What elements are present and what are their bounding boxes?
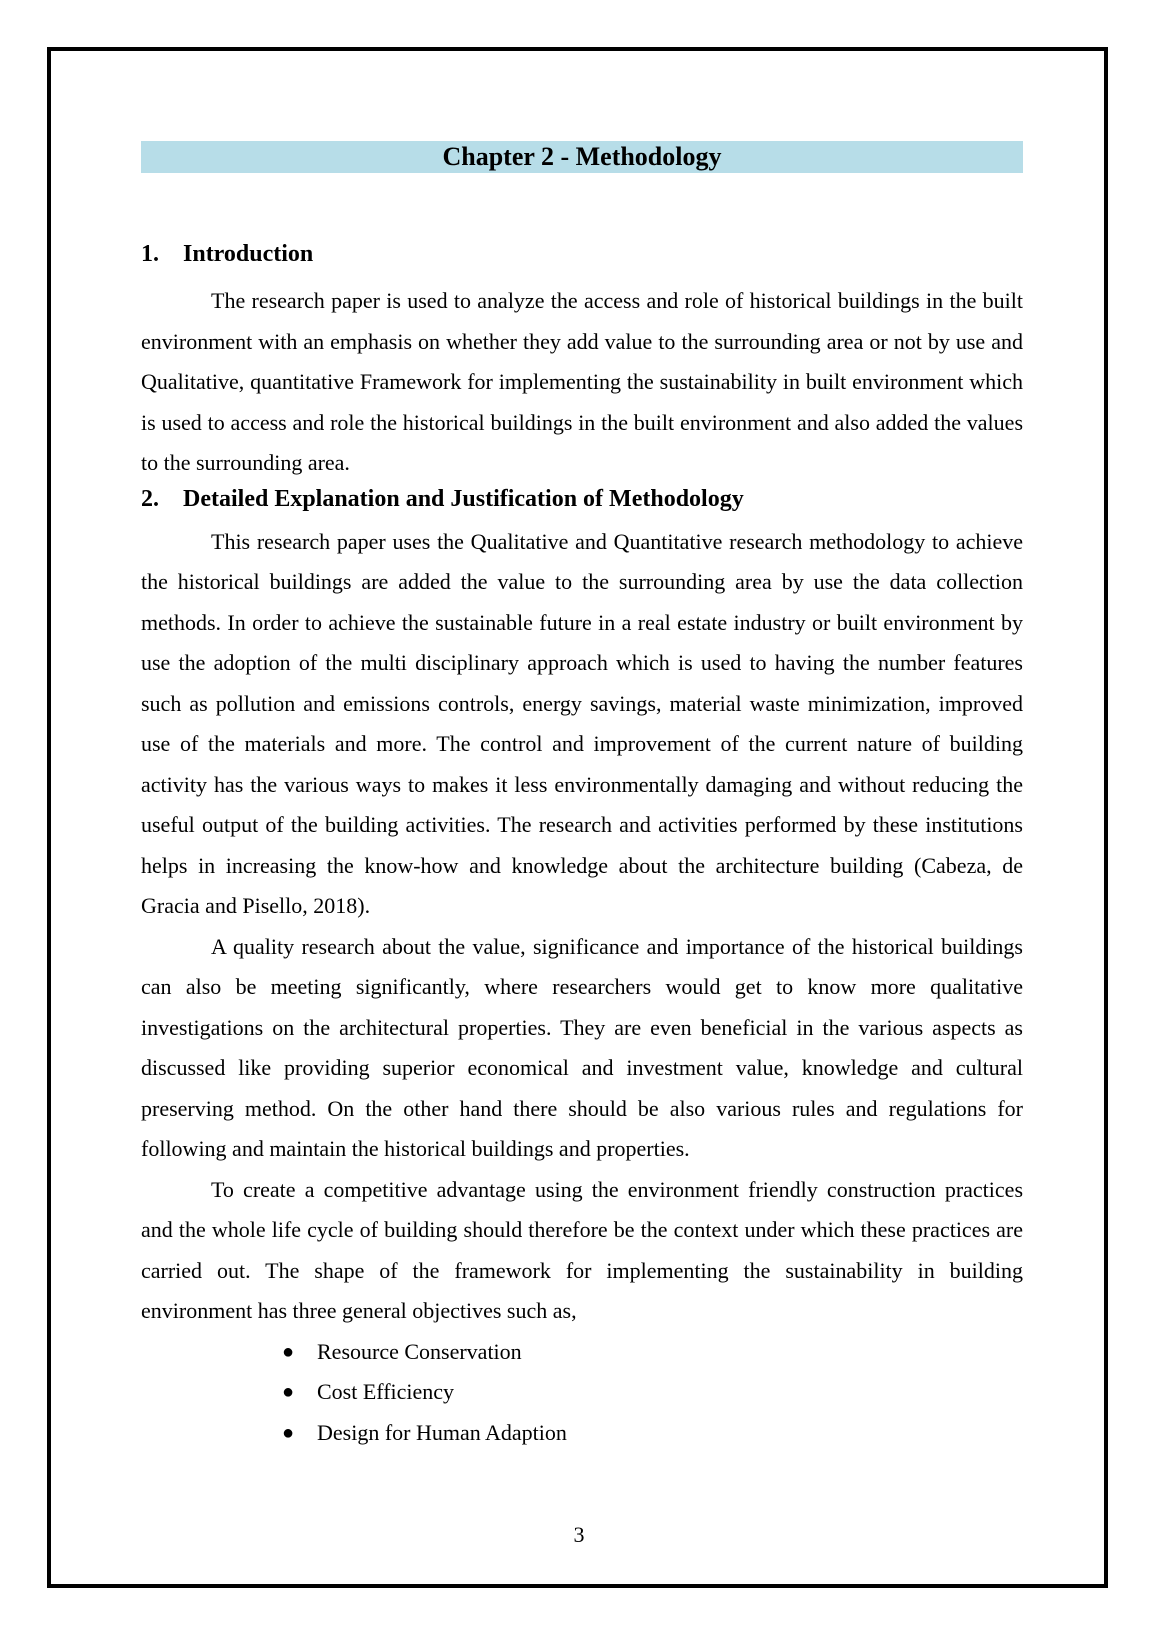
list-item-text: Cost Efficiency — [317, 1379, 455, 1404]
section-title: Detailed Explanation and Justification of Methodology — [183, 485, 744, 512]
page-number: 3 — [573, 1522, 585, 1547]
section-heading-methodology — [141, 484, 1023, 514]
page-content — [141, 141, 1023, 1453]
bullet-icon: ● — [282, 1421, 295, 1444]
section-number: 2. — [141, 485, 159, 512]
section-heading-introduction — [141, 239, 1023, 269]
list-item — [141, 1413, 1023, 1454]
objectives-list — [141, 1332, 1023, 1454]
list-item-text: Design for Human Adaption — [317, 1419, 567, 1445]
list-item — [141, 1332, 1023, 1373]
list-item — [141, 1372, 1023, 1413]
bullet-icon: ● — [282, 1340, 295, 1363]
chapter-title: Chapter 2 - Methodology — [141, 141, 1023, 173]
paragraph: To create a competitive advantage using the environment friendly construction practices and the whole life cycle of building should therefore be the context under which these practices are carried out. The shape of the framework for implementing the sustainability in building environment has three general objectives such as, — [141, 1176, 1023, 1323]
list-item-text: Resource Conservation — [317, 1338, 522, 1364]
paragraph: A quality research about the value, significance and importance of the historical buildings can also be meeting significantly, where researchers would get to know more qualitative investigations on the architectural properties. They are even beneficial in the various aspects as discussed like providing superior economical and investment value, knowledge and cultural preserving method. On the other hand there should be also various rules and regulations for following and maintain the historical buildings and properties. — [141, 933, 1023, 1161]
section-number: 1. — [141, 241, 159, 267]
paragraph: This research paper uses the Qualitative and Quantitative research methodology to achieve the historical buildings are added the value to the surrounding area by use the data collection methods. In order to achieve the sustainable future in a real estate industry or built environment by use the adoption of the multi disciplinary approach which is used to having the number features such as pollution and emissions controls, energy savings, material waste minimization, improved use of the materials and more. The control and improvement of the current nature of building activity has the various ways to makes it less environmentally damaging and without reducing the useful output of the building activities. The research and activities performed by these institutions helps in increasing the know-how and knowledge about the architecture building (Cabeza, de Gracia and Pisello, 2018). — [141, 528, 1023, 918]
paragraph: The research paper is used to analyze the access and role of historical buildings in the built environment with an emphasis on whether they add value to the surrounding area or not by use and Qualitative, quantitative Framework for implementing the sustainability in built environment which is used to access and role the historical buildings in the built environment and also added the values to the surrounding area. — [141, 288, 1023, 475]
bullet-icon: ● — [282, 1381, 295, 1403]
section-title: Introduction — [183, 241, 314, 267]
